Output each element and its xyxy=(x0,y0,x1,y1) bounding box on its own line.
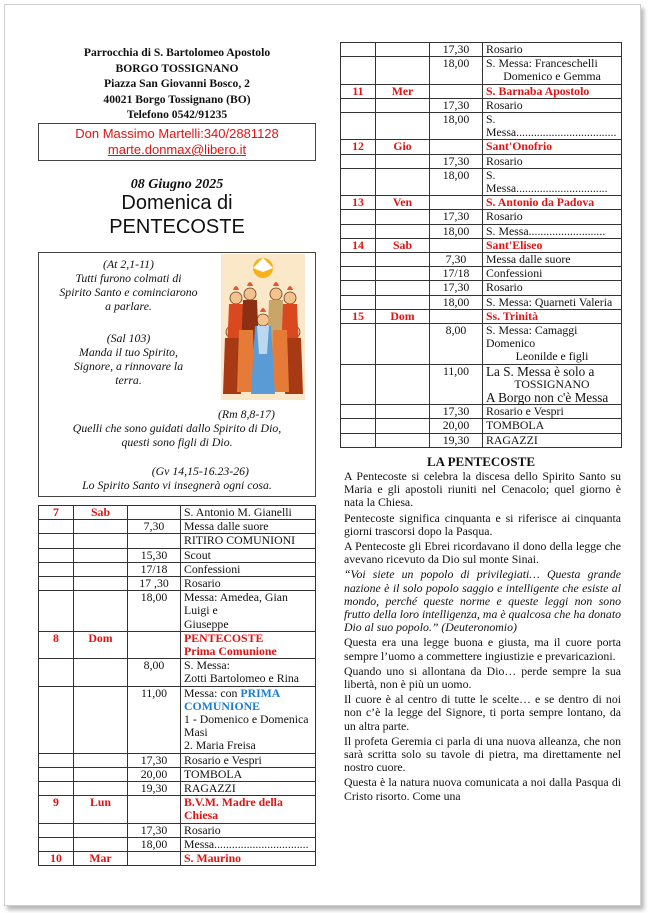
day-number: 15 xyxy=(341,309,376,323)
event-time xyxy=(128,796,181,823)
event-description xyxy=(181,520,316,534)
reading-ref: (Gv 14,15-16.23-26) xyxy=(151,464,249,478)
day-number xyxy=(341,113,376,140)
weekday: Ven xyxy=(376,196,430,210)
day-number xyxy=(341,295,376,309)
event-description xyxy=(483,210,622,224)
day-number: 12 xyxy=(341,140,376,154)
event-time xyxy=(430,84,483,98)
event-description xyxy=(181,837,316,851)
event-line: Sant'Onofrio xyxy=(486,139,553,154)
event-description xyxy=(483,84,622,98)
day-number xyxy=(39,753,74,767)
event-line: Prima Comunione xyxy=(184,644,277,659)
event-line: TOMBOLA xyxy=(184,766,243,781)
reading-4 xyxy=(41,464,313,492)
email-link[interactable]: marte.donmax@libero.it xyxy=(107,142,247,157)
event-line: S. Barnaba Apostolo xyxy=(486,83,590,98)
schedule-row xyxy=(39,767,316,781)
parish-header xyxy=(38,45,316,123)
schedule-row xyxy=(39,591,316,632)
quote-source: (Deuteronomio) xyxy=(438,620,517,635)
article-paragraph: A Pentecoste si celebra la discesa dello Spirito Santo su Maria e gli apostoli riuniti nel Cenacolo; quel giorno è nata la Chiesa. xyxy=(344,469,621,510)
article-paragraph: Pentecoste significa cinquanta e si riferisce ai cinquanta giorni trascorsi dopo la Pasqua. xyxy=(344,510,621,538)
weekday: Mar xyxy=(74,852,128,866)
reading-text: questi sono figli di Dio. xyxy=(121,435,233,449)
event-description xyxy=(483,140,622,154)
weekday xyxy=(376,57,430,84)
event-time: 18,00 xyxy=(128,837,181,851)
schedule-row xyxy=(39,562,316,576)
event-line: Rosario e Vespri xyxy=(184,752,262,767)
schedule-row xyxy=(39,506,316,520)
weekday xyxy=(376,364,430,405)
event-description xyxy=(483,324,622,365)
event-description xyxy=(483,238,622,252)
schedule-row xyxy=(341,168,622,195)
weekday xyxy=(376,253,430,267)
event-line: Messa dalle suore xyxy=(184,519,269,534)
event-time xyxy=(430,309,483,323)
day-number xyxy=(341,364,376,405)
event-line: B.V.M. Madre della Chiesa xyxy=(184,795,283,823)
parish-phone: Telefono 0542/91235 xyxy=(126,108,228,122)
weekday xyxy=(74,837,128,851)
weekday xyxy=(376,98,430,112)
event-line: TOSSIGNANO xyxy=(514,376,590,391)
event-time xyxy=(128,506,181,520)
reading-ref: (Sal 103) xyxy=(106,331,151,345)
schedule-day-row xyxy=(341,140,622,154)
quote-text: “Voi siete un popolo di privilegiati… Questa grande nazione è il solo popolo saggio e intelligente che esiste al mondo, perché queste norme e queste leggi non sono frutto della loro intelligenza, ma è qualcosa che ha donato Dio al suo popolo.” xyxy=(344,567,621,635)
event-description xyxy=(483,295,622,309)
event-line: La S. Messa è solo a xyxy=(486,363,595,379)
schedule-row xyxy=(39,577,316,591)
day-number xyxy=(39,659,74,686)
schedule-row xyxy=(39,548,316,562)
schedule-row xyxy=(341,98,622,112)
event-line: S. Messa: Quarneti Valeria xyxy=(486,294,613,309)
article-paragraph: Il profeta Geremia ci parla di una nuova alleanza, che non sarà scritta solo su tavole di pietra, ma direttamente nel nostro cuore. xyxy=(344,733,621,775)
event-line: RAGAZZI xyxy=(486,432,538,447)
reading-ref: (Rm 8,8-17) xyxy=(217,407,275,421)
event-line: Sant'Eliseo xyxy=(486,237,543,252)
weekday xyxy=(74,520,128,534)
weekday xyxy=(74,659,128,686)
weekday xyxy=(376,433,430,447)
event-line: Messa dalle suore xyxy=(486,252,571,267)
event-time: 17,30 xyxy=(430,43,483,57)
event-description xyxy=(483,196,622,210)
article-body xyxy=(344,470,621,805)
event-description xyxy=(483,281,622,295)
event-line: S. Messa............................... xyxy=(486,167,608,196)
schedule-row xyxy=(341,405,622,419)
event-line: S. Messa.......................... xyxy=(486,223,606,238)
event-time: 8,00 xyxy=(128,659,181,686)
schedule-row xyxy=(341,324,622,365)
article-paragraph: Il cuore è al centro di tutte le scelte… e se dentro di noi non c’è la legge del Signore, ti porta sempre lontano, da un altra parte. xyxy=(344,692,621,733)
event-description xyxy=(483,405,622,419)
schedule-day-row xyxy=(341,196,622,210)
article-paragraph: Questa era una legge buona e giusta, ma il cuore porta sempre l’uomo a commettere ingiustizie e prevaricazioni. xyxy=(344,635,621,663)
day-number: 11 xyxy=(341,84,376,98)
day-number xyxy=(39,577,74,591)
event-line: S. Antonio M. Gianelli xyxy=(184,505,292,519)
event-description xyxy=(181,631,316,658)
event-description xyxy=(483,364,622,405)
weekday xyxy=(376,113,430,140)
weekday xyxy=(376,405,430,419)
pentecost-illustration xyxy=(221,254,305,400)
weekday xyxy=(376,295,430,309)
event-time: 18,00 xyxy=(430,224,483,238)
reading-text: Quelli che sono guidati dallo Spirito di Dio, xyxy=(72,421,282,435)
day-number xyxy=(341,281,376,295)
event-time xyxy=(128,852,181,866)
event-time: 11,00 xyxy=(430,364,483,405)
day-number xyxy=(341,98,376,112)
weekday xyxy=(376,154,430,168)
weekday xyxy=(376,43,430,57)
event-time xyxy=(430,140,483,154)
weekday xyxy=(376,281,430,295)
event-time: 17,30 xyxy=(128,753,181,767)
event-description xyxy=(483,253,622,267)
event-description xyxy=(483,419,622,433)
event-line: Ss. Trinità xyxy=(486,308,539,323)
event-line: S. Messa: Franceschelli xyxy=(486,56,598,71)
event-line: Rosario e Vespri xyxy=(486,404,564,419)
event-line: S. Messa.................................. xyxy=(486,112,617,140)
event-line: Messa: con xyxy=(184,685,241,700)
event-line: Leonilde e figli xyxy=(515,349,589,364)
event-line: Rosario xyxy=(486,153,523,168)
weekday xyxy=(74,591,128,632)
event-line: Rosario xyxy=(184,576,221,591)
day-number xyxy=(39,562,74,576)
day-number xyxy=(341,267,376,281)
weekday xyxy=(74,782,128,796)
schedule-row xyxy=(39,686,316,753)
weekday xyxy=(74,562,128,576)
event-time: 17 ,30 xyxy=(128,577,181,591)
event-description xyxy=(181,782,316,796)
weekday: Sab xyxy=(74,506,128,520)
weekday xyxy=(74,577,128,591)
event-description xyxy=(181,659,316,686)
day-number xyxy=(341,419,376,433)
event-line: Messa: Amedea, Gian Luigi e xyxy=(184,590,288,618)
event-description xyxy=(483,309,622,323)
event-line: Zotti Bartolomeo e Rina xyxy=(184,671,299,686)
schedule-day-row xyxy=(39,631,316,658)
schedule-row xyxy=(341,267,622,281)
weekday: Dom xyxy=(74,631,128,658)
event-line: S. Messa: xyxy=(184,658,230,673)
article-title: LA PENTECOSTE xyxy=(426,454,535,469)
schedule-table-right xyxy=(340,42,622,448)
event-time xyxy=(430,196,483,210)
event-line: TOMBOLA xyxy=(486,418,545,433)
event-time: 17,30 xyxy=(430,154,483,168)
day-number xyxy=(341,324,376,365)
schedule-row xyxy=(341,281,622,295)
schedule-row xyxy=(341,295,622,309)
bulletin-page xyxy=(4,4,641,906)
reading-text: Signore, a rinnovare la xyxy=(73,359,184,373)
event-description xyxy=(181,577,316,591)
schedule-row xyxy=(341,433,622,447)
event-line: Rosario xyxy=(486,42,523,56)
reading-text: a parlare. xyxy=(105,299,152,313)
schedule-table-left xyxy=(38,505,316,866)
parish-address: Piazza San Giovanni Bosco, 2 xyxy=(104,77,250,91)
parish-city: 40021 Borgo Tossignano (BO) xyxy=(103,92,251,106)
event-description xyxy=(181,753,316,767)
event-time: 18,00 xyxy=(430,168,483,195)
schedule-day-row xyxy=(341,309,622,323)
event-time: 17/18 xyxy=(430,267,483,281)
schedule-day-row xyxy=(341,238,622,252)
event-line: RAGAZZI xyxy=(184,781,236,796)
event-time: 18,00 xyxy=(430,113,483,140)
priest-contact: Don Massimo Martelli:340/2881128 xyxy=(75,126,279,141)
schedule-row xyxy=(341,253,622,267)
weekday xyxy=(74,548,128,562)
day-number xyxy=(341,154,376,168)
event-line: Confessioni xyxy=(184,561,241,576)
weekday: Sab xyxy=(376,238,430,252)
event-time xyxy=(128,534,181,548)
day-number xyxy=(39,548,74,562)
reading-2 xyxy=(41,331,216,387)
weekday: Gio xyxy=(376,140,430,154)
parish-town: BORGO TOSSIGNANO xyxy=(115,61,239,75)
day-number xyxy=(341,168,376,195)
weekday xyxy=(376,224,430,238)
day-number: 9 xyxy=(39,796,74,823)
day-number: 14 xyxy=(341,238,376,252)
event-line: Giuseppe xyxy=(184,616,229,631)
day-number: 7 xyxy=(39,506,74,520)
event-time: 17,30 xyxy=(430,98,483,112)
event-description xyxy=(483,113,622,140)
day-number xyxy=(341,405,376,419)
event-time: 19,30 xyxy=(430,433,483,447)
schedule-row xyxy=(39,659,316,686)
event-line: Scout xyxy=(184,547,211,562)
event-line: Masi xyxy=(184,725,208,740)
event-time: 17/18 xyxy=(128,562,181,576)
weekday xyxy=(74,534,128,548)
article-paragraph: A Pentecoste gli Ebrei ricordavano il dono della legge che avevano ricevuto da Dio sul monte Sinai. xyxy=(344,539,621,567)
weekday xyxy=(376,324,430,365)
event-line: Messa................................ xyxy=(184,836,309,851)
event-line: Rosario xyxy=(184,822,221,837)
article-paragraph: Questa è la natura nuova comunicata a noi dalla Pasqua di Cristo risorto. Come una xyxy=(344,775,621,803)
reading-text: Spirito Santo e cominciarono xyxy=(59,285,198,299)
reading-ref: (At 2,1-11) xyxy=(103,257,154,271)
event-line: A Borgo non c'è Messa xyxy=(486,390,609,406)
weekday: Dom xyxy=(376,309,430,323)
day-number xyxy=(341,210,376,224)
day-number xyxy=(39,520,74,534)
weekday xyxy=(74,767,128,781)
schedule-day-row xyxy=(39,796,316,823)
event-description xyxy=(181,506,316,520)
schedule-row xyxy=(39,837,316,851)
event-line: S. Messa: Camaggi Domenico xyxy=(486,323,578,351)
schedule-row xyxy=(39,534,316,548)
schedule-row xyxy=(39,782,316,796)
event-description xyxy=(483,168,622,195)
event-description xyxy=(181,767,316,781)
event-description xyxy=(181,686,316,753)
event-description xyxy=(483,267,622,281)
event-line: RITIRO COMUNIONI xyxy=(184,533,296,548)
reading-text: Tutti furono colmati di xyxy=(75,271,182,285)
event-description xyxy=(181,562,316,576)
schedule-row xyxy=(341,43,622,57)
day-number xyxy=(39,591,74,632)
weekday xyxy=(376,168,430,195)
event-time: 18,00 xyxy=(430,295,483,309)
event-description xyxy=(483,57,622,84)
event-time: 20,00 xyxy=(430,419,483,433)
event-time: 11,00 xyxy=(128,686,181,753)
event-line: Domenico e Gemma xyxy=(503,69,601,84)
weekday xyxy=(376,267,430,281)
event-description xyxy=(483,224,622,238)
weekday xyxy=(376,419,430,433)
schedule-day-row xyxy=(341,84,622,98)
parish-name: Parrocchia di S. Bartolomeo Apostolo xyxy=(83,46,271,59)
day-number: 10 xyxy=(39,852,74,866)
event-time: 18,00 xyxy=(430,57,483,84)
event-line: S. Antonio da Padova xyxy=(486,195,595,210)
event-description xyxy=(181,823,316,837)
event-time: 19,30 xyxy=(128,782,181,796)
reading-text: Manda il tuo Spirito, xyxy=(79,345,178,359)
event-time: 7,30 xyxy=(430,253,483,267)
event-time: 17,30 xyxy=(128,823,181,837)
weekday xyxy=(376,210,430,224)
weekday: Lun xyxy=(74,796,128,823)
article-quote xyxy=(344,568,621,634)
schedule-row xyxy=(341,364,622,405)
contact-box xyxy=(38,123,316,161)
page-title-line2: PENTECOSTE xyxy=(109,216,245,238)
event-time: 8,00 xyxy=(430,324,483,365)
schedule-row xyxy=(341,224,622,238)
event-time: 18,00 xyxy=(128,591,181,632)
event-time: 17,30 xyxy=(430,281,483,295)
schedule-row xyxy=(39,823,316,837)
event-description xyxy=(181,548,316,562)
page-title-line1: Domenica di xyxy=(121,192,233,214)
event-time xyxy=(430,238,483,252)
event-description xyxy=(483,98,622,112)
day-number xyxy=(39,686,74,753)
bulletin-date: 08 Giugno 2025 xyxy=(130,177,224,192)
reading-text: terra. xyxy=(115,373,142,387)
schedule-row xyxy=(341,419,622,433)
day-number xyxy=(39,767,74,781)
schedule-row xyxy=(341,154,622,168)
day-number: 8 xyxy=(39,631,74,658)
weekday xyxy=(74,823,128,837)
event-line: 1 - Domenico e Domenica xyxy=(184,712,309,727)
schedule-row xyxy=(341,113,622,140)
event-time: 15,30 xyxy=(128,548,181,562)
event-description xyxy=(483,433,622,447)
event-description xyxy=(483,154,622,168)
schedule-row xyxy=(341,57,622,84)
day-number xyxy=(39,823,74,837)
first-communion-label: PRIMA COMUNIONE xyxy=(184,685,280,713)
day-number: 13 xyxy=(341,196,376,210)
article-paragraph: Quando uno si allontana da Dio… perde sempre la sua libertà, non è più un uomo. xyxy=(344,663,621,692)
event-time: 17,30 xyxy=(430,210,483,224)
schedule-row xyxy=(39,520,316,534)
event-line: Rosario xyxy=(486,209,523,224)
event-line: Confessioni xyxy=(486,266,543,281)
day-number xyxy=(341,57,376,84)
schedule-day-row xyxy=(39,852,316,866)
day-number xyxy=(341,224,376,238)
day-number xyxy=(341,433,376,447)
event-line: S. Maurino xyxy=(184,851,242,866)
event-description xyxy=(181,852,316,866)
day-number xyxy=(341,253,376,267)
event-line: Rosario xyxy=(486,97,523,112)
event-description xyxy=(181,534,316,548)
day-number xyxy=(341,43,376,57)
reading-3 xyxy=(41,407,313,449)
event-line: 2. Maria Freisa xyxy=(184,738,256,753)
event-line: Rosario xyxy=(486,280,523,295)
event-time: 17,30 xyxy=(430,405,483,419)
event-description xyxy=(483,43,622,57)
day-number xyxy=(39,782,74,796)
event-time: 7,30 xyxy=(128,520,181,534)
event-time xyxy=(128,631,181,658)
event-description xyxy=(181,796,316,823)
weekday: Mer xyxy=(376,84,430,98)
reading-text: Lo Spirito Santo vi insegnerà ogni cosa. xyxy=(82,478,272,492)
day-number xyxy=(39,837,74,851)
event-description xyxy=(181,591,316,632)
weekday xyxy=(74,686,128,753)
schedule-row xyxy=(341,210,622,224)
event-line: PENTECOSTE xyxy=(184,630,264,645)
weekday xyxy=(74,753,128,767)
day-number xyxy=(39,534,74,548)
schedule-row xyxy=(39,753,316,767)
reading-1 xyxy=(41,257,216,313)
event-time: 20,00 xyxy=(128,767,181,781)
